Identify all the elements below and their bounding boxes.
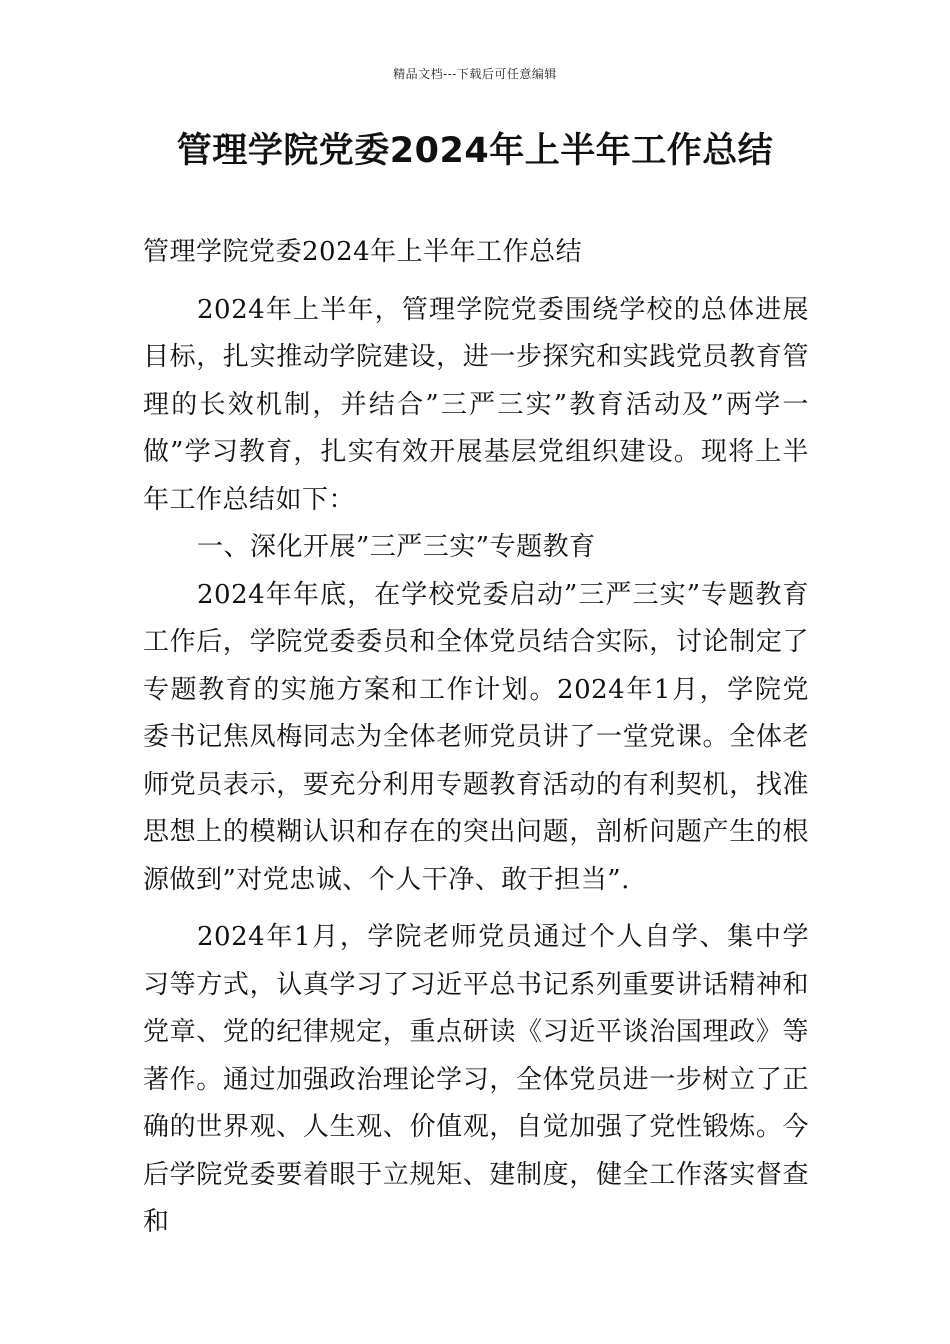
spacer	[143, 277, 809, 287]
document-title: 管理学院党委2024年上半年工作总结	[176, 131, 774, 171]
header-note: 精品文档---下载后可任意编辑	[393, 67, 557, 81]
spacer	[143, 904, 809, 914]
paragraph-section-1: 2024年年底，在学校党委启动”三严三实”专题教育工作后，学院党委委员和全体党员结合实际，讨论制定了专题教育的实施方案和工作计划。2024年1月，学院党委书记焦凤梅同志为全体老师党员讲了一堂党课。全体老师党员表示，要充分利用专题教育活动的有利契机，找准思想上的模糊认识和存在的突出问题，剖析问题产生的根源做到”对党忠诚、个人干净、敢于担当”.	[143, 579, 809, 895]
paragraph-intro: 2024年上半年，管理学院党委围绕学校的总体进展目标，扎实推动学院建设，进一步探究和实践党员教育管理的长效机制，并结合”三严三实”教育活动及”两学一做”学习教育，扎实有效开展基层党组织建设。现将上半年工作总结如下：	[143, 294, 809, 515]
paragraph-section-2: 2024年1月，学院老师党员通过个人自学、集中学习等方式，认真学习了习近平总书记系列重要讲话精神和党章、党的纪律规定，重点研读《习近平谈治国理政》等著作。通过加强政治理论学习，全体党员进一步树立了正确的世界观、人生观、价值观，自觉加强了党性锻炼。今后学院党委要着眼于立规矩、建制度，健全工作落实督查和	[143, 922, 809, 1237]
document-body	[143, 229, 809, 1247]
subtitle-line: 管理学院党委2024年上半年工作总结	[143, 237, 583, 267]
section-heading: 一、深化开展”三严三实”专题教育	[197, 532, 596, 562]
